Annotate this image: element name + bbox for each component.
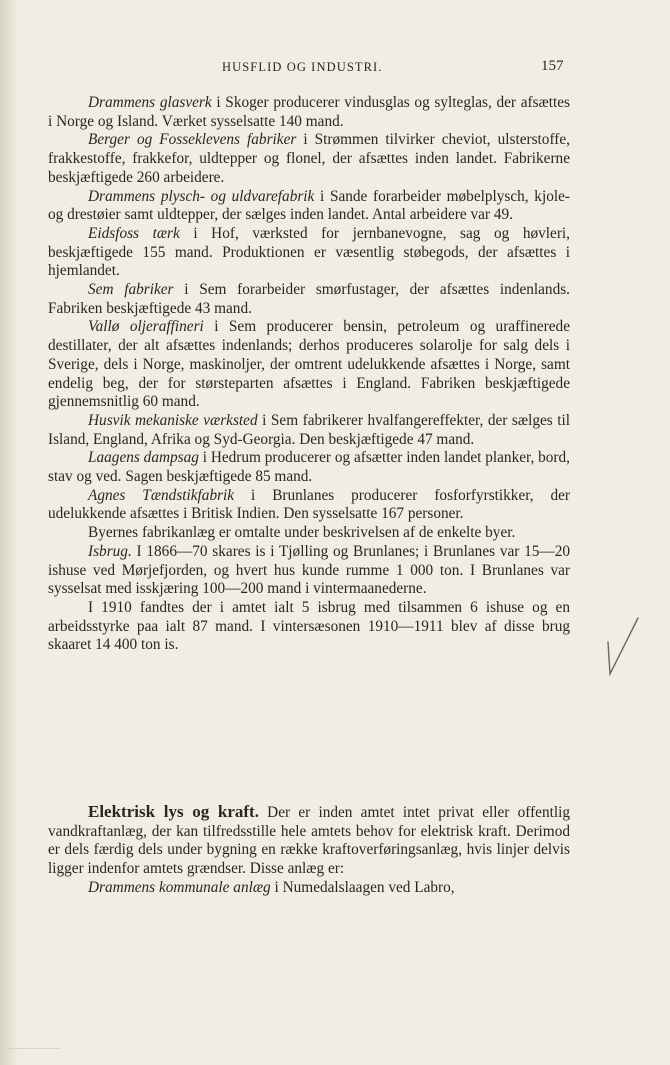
company-name: Eidsfoss tærk <box>88 224 180 242</box>
paragraph-text: i Skoger producerer vindusglas og syltеglas, der afsættes i Norge og Island. Værket sysselsatte 140 mand. <box>48 94 570 130</box>
paragraph-sem-fabriker <box>48 281 570 318</box>
company-name: Husvik mekaniske værksted <box>88 411 258 429</box>
paragraph-text: i Sem fabrikerer hvalfangereffekter, der sælges til Island, England, Afrika og Syd-Georgia. Den beskjæftigede 47 mand. <box>48 411 570 448</box>
company-name: Drammens glasverk <box>88 94 212 111</box>
paragraph-isbrug <box>48 543 570 599</box>
handwritten-check-mark <box>604 612 642 682</box>
paragraph-text: i Sem forarbeider smørfustager, der afsættes indenlands. Fabriken beskjæftigede 43 mand. <box>48 281 570 317</box>
company-name: Vallø oljeraffineri <box>88 318 204 336</box>
company-name: Laagens dampsag <box>88 449 199 467</box>
paragraph-text: Der er inden amtet intet privat eller offentlig vandkraftanlæg, der kan tilfredsstille hele amtets behov for elektrisk kraft. Derimod er dels færdig dels under bygning en række kraftoverføringsanlæg, hvis linjer delvis ligger indenfor amtets grændser. Disse anlæg er: <box>48 804 570 878</box>
paragraph-text: i Sem producerer bensin, petroleum og uraffinerede destillater, der alt afsættes indenlands; derhos produceres solarolje for salg dels i Sverige, dels i Norge, maskinoljer, der omtrent udelukkende afsættes i Norge, samt endelig beg, der for størsteparten afsættes i England. Fabriken beskjæftigede gjennemsnitlig 60 mand. <box>48 318 570 411</box>
section-heading: Elektrisk lys og kraft. <box>88 802 259 821</box>
page-edge-shadow <box>0 0 18 1065</box>
paragraph-berger-fossekleven <box>48 131 570 187</box>
paragraph-laagens <box>48 449 570 486</box>
paragraph-text: i Numedalslaagen ved Labro, <box>270 878 455 896</box>
company-name: Drammens plysch- og uldvarefabrik <box>88 187 315 205</box>
paragraph-drammens-glasverk <box>48 94 570 131</box>
company-name: Sem fabriker <box>88 281 174 299</box>
paragraph-text: i Sande forarbeider møbelplysch, kjole- og drestøier samt uldtepper, der sælges inden landet. Antal arbeidere var 49. <box>48 187 570 224</box>
paragraph-drammens-kommunale <box>48 879 570 898</box>
topic-name: Isbrug. <box>88 542 132 560</box>
body-text <box>48 94 570 655</box>
paragraph-drammens-plysch <box>48 188 570 225</box>
paragraph-text: i Brunlanes producerer fosforfyrstikker, der udelukkende afsættes i Britisk Indien. Den sysselsatte 167 personer. <box>48 486 571 523</box>
company-name: Berger og Fosseklevens fabriker <box>88 131 297 149</box>
section-elektrisk <box>48 803 570 898</box>
section-intro-paragraph <box>48 803 570 879</box>
paragraph-text: i Strømmen tilvirker cheviot, ulsterstoffe, frakkestoffe, frakkefor, uldtepper og flonel, der afsættes inden landet. Fabrikerne beskjæftigede 260 arbeidere. <box>48 131 570 186</box>
paragraph-text: i Hedrum producerer og afsætter inden landet planker, bord, stav og ved. Sagen beskjæftigede 85 mand. <box>48 449 570 486</box>
page-number: 157 <box>541 58 564 74</box>
paragraph-agnes <box>48 487 570 524</box>
paragraph-vallo <box>48 318 570 412</box>
paragraph-eidsfoss <box>48 225 570 281</box>
paragraph-byernes <box>48 524 570 543</box>
page-header <box>0 58 670 80</box>
running-title: HUSFLID OG INDUSTRI. <box>222 60 383 74</box>
paragraph-husvik <box>48 412 570 449</box>
scan-edge-line <box>0 1048 60 1049</box>
company-name: Drammens kommunale anlæg <box>88 878 271 896</box>
paragraph-text: i Hof, værksted for jernbanevogne, sag og høvleri, beskjæftigede 155 mand. Produktionen er væsentlig støbegods, der afsættes i hjemlandet. <box>48 224 571 280</box>
paragraph-isbrug-1910 <box>48 599 570 655</box>
paragraph-text: I 1866—70 skares is i Tjølling og Brunlanes; i Brunlanes var 15—20 ishuse ved Mørjefjorden, og hvert hus kunde rumme 1 000 ton. I Brunlanes var sysselsat med isskjæring 100—200 mand i vintermaanederne. <box>48 542 570 598</box>
paragraph-text: I 1910 fandtes der i amtet ialt 5 isbrug med tilsammen 6 ishuse og en arbeidsstyrke paa ialt 87 mand. I vintersæsonen 1910—1911 blev af disse brug skaaret 14 400 ton is. <box>48 598 570 654</box>
company-name: Agnes Tændstikfabrik <box>88 486 235 504</box>
paragraph-text: Byernes fabrikanlæg er omtalte under beskrivelsen af de enkelte byer. <box>88 524 516 542</box>
